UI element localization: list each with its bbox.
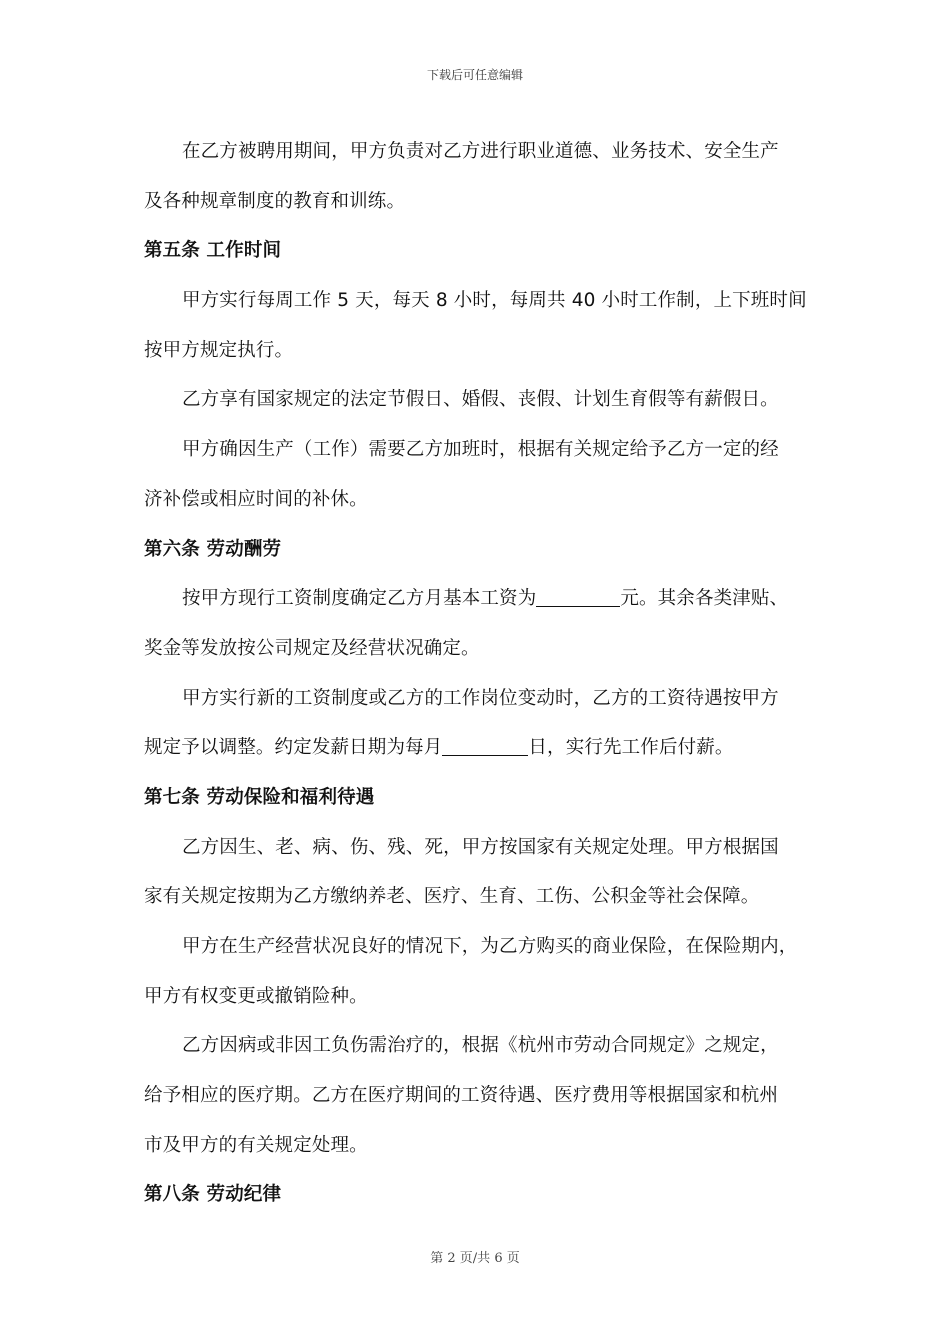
page-header: 下载后可任意编辑 <box>426 68 523 82</box>
paragraph-medical-line-3: 市及甲方的有关规定处理。 <box>144 1134 368 1156</box>
paragraph-holidays-line-1: 乙方享有国家规定的法定节假日、婚假、丧假、计划生育假等有薪假日。 <box>182 389 779 411</box>
paragraph-commercial-insurance-line-1: 甲方在生产经营状况良好的情况下，为乙方购买的商业保险，在保险期内， <box>182 936 798 957</box>
payday-blank-field <box>442 735 528 756</box>
paragraph-pay-adjust-line-2 <box>144 723 820 773</box>
paragraph-work-hours-line-1: 甲方实行每周工作 5 天，每天 8 小时，每周共 40 小时工作制，上下班时间 <box>182 290 807 312</box>
paragraph-pay-adjust-line-1: 甲方实行新的工资制度或乙方的工作岗位变动时，乙方的工资待遇按甲方 <box>182 687 779 709</box>
salary-text-after: 元。其余各类津贴、 <box>620 588 789 610</box>
paragraph-insurance-line-1: 乙方因生、老、病、伤、残、死，甲方按国家有关规定处理。甲方根据国 <box>182 836 779 858</box>
salary-text-before: 按甲方现行工资制度确定乙方月基本工资为 <box>182 588 537 610</box>
document-body <box>144 127 820 1220</box>
paragraph-medical-line-1: 乙方因病或非因工负伤需治疗的，根据《杭州市劳动合同规定》之规定， <box>182 1035 779 1057</box>
payday-text-before: 规定予以调整。约定发薪日期为每月 <box>144 737 443 759</box>
page-footer: 第 2 页/共 6 页 <box>430 1251 520 1266</box>
paragraph-commercial-insurance-line-2: 甲方有权变更或撤销险种。 <box>144 985 368 1007</box>
paragraph-training-line-1: 在乙方被聘用期间，甲方负责对乙方进行职业道德、业务技术、安全生产 <box>182 141 779 162</box>
paragraph-medical-line-2: 给予相应的医疗期。乙方在医疗期间的工资待遇、医疗费用等根据国家和杭州 <box>144 1085 779 1107</box>
article-7-heading: 第七条 劳动保险和福利待遇 <box>144 786 375 808</box>
paragraph-salary-line-2: 奖金等发放按公司规定及经营状况确定。 <box>144 637 480 659</box>
article-6-heading: 第六条 劳动酬劳 <box>144 538 282 560</box>
paragraph-overtime-line-1: 甲方确因生产（工作）需要乙方加班时，根据有关规定给予乙方一定的经 <box>182 439 779 461</box>
payday-text-after: 日，实行先工作后付薪。 <box>528 737 734 759</box>
paragraph-salary-line-1 <box>144 574 820 624</box>
salary-blank-field <box>536 586 620 607</box>
paragraph-overtime-line-2: 济补偿或相应时间的补休。 <box>144 488 368 510</box>
paragraph-training-line-2: 及各种规章制度的教育和训练。 <box>144 190 406 212</box>
article-5-heading: 第五条 工作时间 <box>144 240 282 262</box>
article-8-heading: 第八条 劳动纪律 <box>144 1184 282 1206</box>
paragraph-insurance-line-2: 家有关规定按期为乙方缴纳养老、医疗、生育、工伤、公积金等社会保障。 <box>144 886 760 908</box>
paragraph-work-hours-line-2: 按甲方规定执行。 <box>144 339 294 361</box>
